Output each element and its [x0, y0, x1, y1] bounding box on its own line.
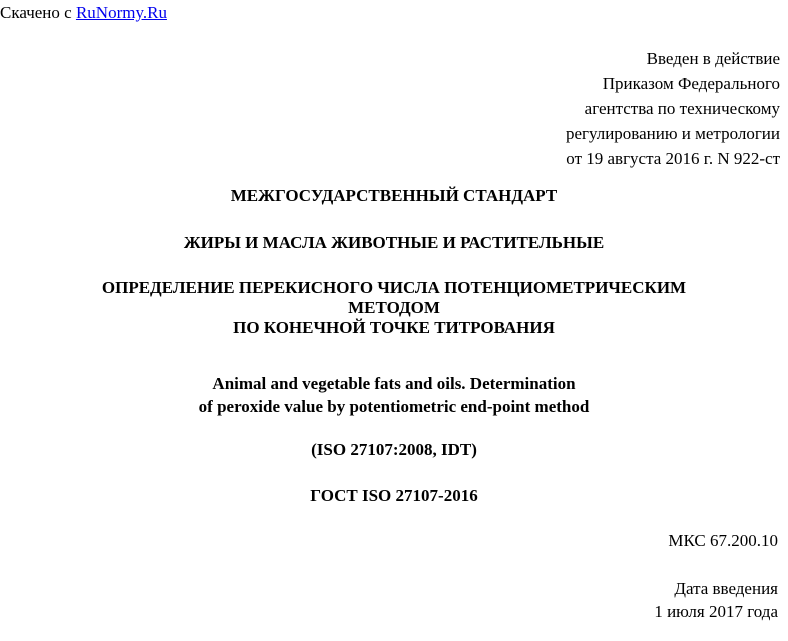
- enactment-line: от 19 августа 2016 г. N 922-ст: [566, 149, 780, 168]
- effective-date-label: Дата введения: [674, 579, 778, 598]
- subject-heading: ЖИРЫ И МАСЛА ЖИВОТНЫЕ И РАСТИТЕЛЬНЫЕ: [183, 233, 605, 252]
- english-title: [0, 372, 788, 418]
- iso-reference: (ISO 27107:2008, IDT): [311, 440, 477, 459]
- enactment-block: [566, 46, 780, 171]
- source-line: [0, 3, 167, 23]
- source-prefix: Скачено с: [0, 3, 76, 22]
- effective-date-value: 1 июля 2017 года: [654, 602, 778, 621]
- method-line: ОПРЕДЕЛЕНИЕ ПЕРЕКИСНОГО ЧИСЛА ПОТЕНЦИОМЕТРИЧЕСКИМ: [101, 278, 687, 297]
- english-title-line: of peroxide value by potentiometric end-point method: [198, 397, 590, 416]
- english-title-line: Animal and vegetable fats and oils. Determination: [212, 374, 576, 393]
- enactment-line: агентства по техническому: [584, 99, 780, 118]
- method-line: МЕТОДОМ: [348, 298, 440, 317]
- effective-date-block: [654, 577, 778, 623]
- method-heading: [0, 278, 788, 338]
- enactment-line: Приказом Федерального: [602, 74, 780, 93]
- runormy-link[interactable]: RuNormy.Ru: [75, 3, 167, 22]
- gost-number: ГОСТ ISO 27107-2016: [310, 486, 478, 505]
- enactment-line: регулированию и метрологии: [565, 124, 780, 143]
- enactment-line: Введен в действие: [646, 49, 780, 68]
- method-line: ПО КОНЕЧНОЙ ТОЧКЕ ТИТРОВАНИЯ: [233, 318, 555, 337]
- standard-type-heading: МЕЖГОСУДАРСТВЕННЫЙ СТАНДАРТ: [230, 186, 558, 205]
- mks-code: МКС 67.200.10: [668, 531, 778, 550]
